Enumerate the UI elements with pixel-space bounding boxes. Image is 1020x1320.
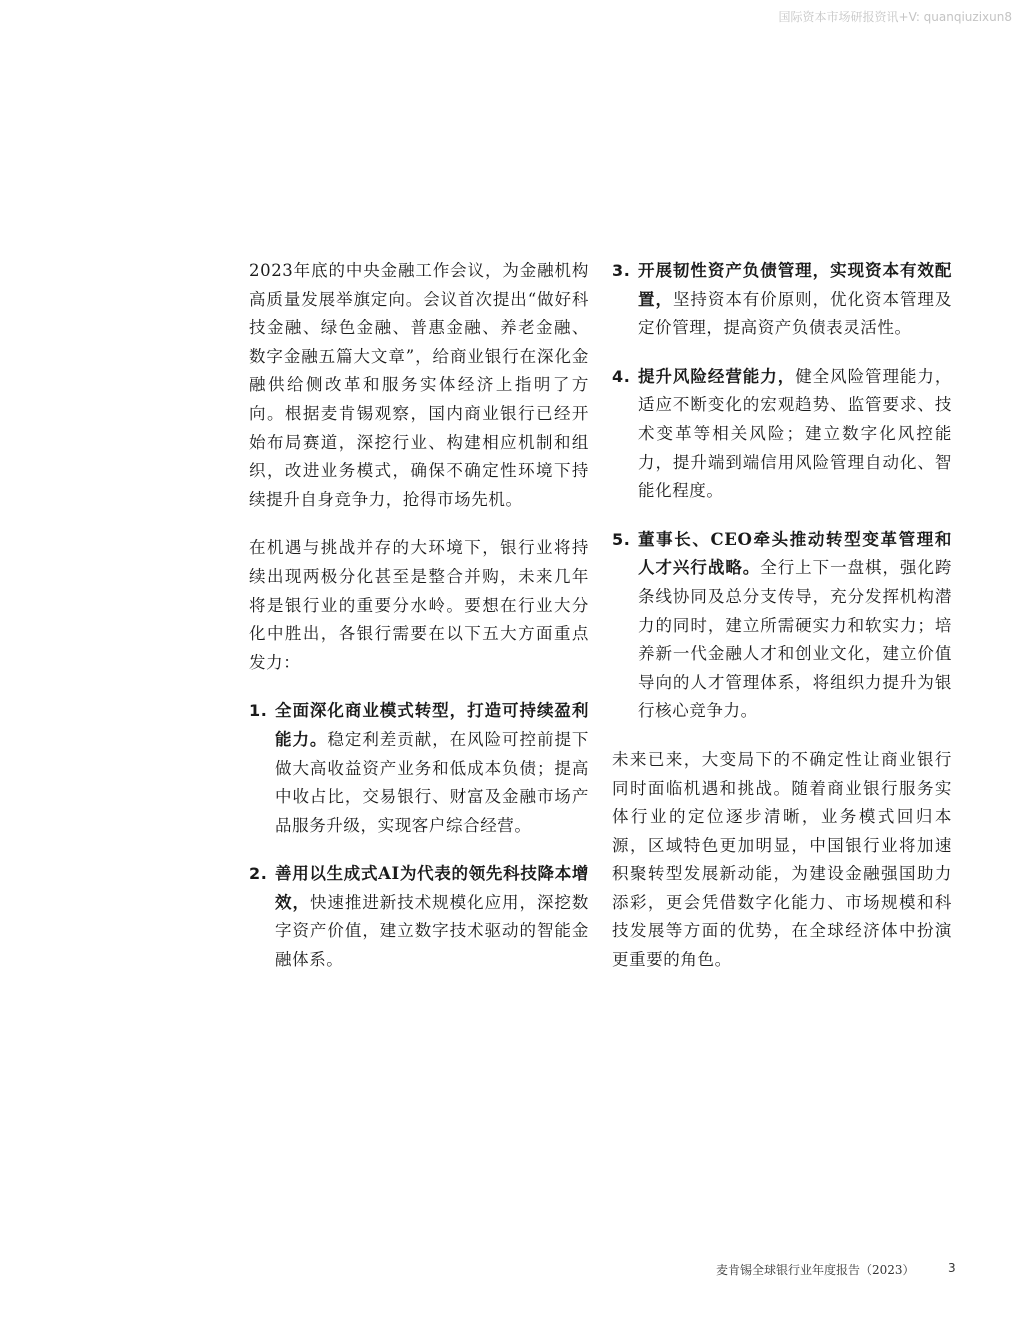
item-number: 3. <box>612 261 631 280</box>
item-body: 快速推进新技术规模化应用，深挖数字资产价值，建立数字技术驱动的智能金融体系。 <box>275 892 589 970</box>
item-lead: 善用以生成式AI为代表的领先科技降本增效， <box>275 864 589 912</box>
item-body: 全行上下一盘棋，强化跨条线协同及总分支传导，充分发挥机构潜力的同时，建立所需硬实力和软实力；培养新一代金融人才和创业文化，建立价值导向的人才管理体系，将组织力提升为银行核心竞争力。 <box>638 558 952 721</box>
focus-item-4 <box>612 363 952 506</box>
item-text <box>275 860 589 974</box>
page-number: 3 <box>948 1261 956 1275</box>
item-body: 稳定利差贡献，在风险可控前提下做大高收益资产业务和低成本负债；提高中收占比，交易银行、财富及金融市场产品服务升级，实现客户综合经营。 <box>275 729 590 835</box>
item-text <box>638 363 952 506</box>
item-text <box>638 526 952 726</box>
watermark: 国际资本市场研报资讯+V: quanqiuzixun8 <box>778 10 1012 24</box>
focus-item-3 <box>612 257 952 343</box>
item-lead: 提升风险经营能力， <box>638 366 796 386</box>
focus-item-1 <box>249 697 589 840</box>
item-lead: 全面深化商业模式转型，打造可持续盈利能力。 <box>275 701 589 749</box>
intro-paragraph: 2023年底的中央金融工作会议，为金融机构高质量发展举旗定向。会议首次提出“做好科技金融、绿色金融、普惠金融、养老金融、数字金融五篇大文章”，给商业银行在深化金融供给侧改革和服务实体经济上指明了方向。根据麦肯锡观察，国内商业银行已经开始布局赛道，深挖行业、构建相应机制和组织，改进业务模式，确保不确定性环境下持续提升自身竞争力，抢得市场先机。 <box>249 261 589 509</box>
item-number: 4. <box>612 366 631 386</box>
challenge-paragraph: 在机遇与挑战并存的大环境下，银行业将持续出现两极分化甚至是整合并购，未来几年将是银行业的重要分水岭。要想在行业大分化中胜出，各银行需要在以下五大方面重点发力： <box>249 538 589 672</box>
item-text <box>638 257 952 343</box>
focus-item-5 <box>612 526 952 726</box>
item-lead: 董事长、CEO牵头推动转型变革管理和人才兴行战略。 <box>638 529 952 578</box>
item-number: 5. <box>612 529 631 549</box>
right-column <box>612 257 952 975</box>
item-number: 2. <box>249 864 268 884</box>
report-title: 麦肯锡全球银行业年度报告（2023） <box>716 1263 915 1277</box>
item-number: 1. <box>249 701 268 721</box>
item-body: 坚持资本有价原则，优化资本管理及定价管理，提高资产负债表灵活性。 <box>638 289 952 338</box>
closing-paragraph: 未来已来，大变局下的不确定性让商业银行同时面临机遇和挑战。随着商业银行服务实体行业的定位逐步清晰，业务模式回归本源，区域特色更加明显，中国银行业将加速积聚转型发展新动能，为建设金融强国助力添彩，更会凭借数字化能力、市场规模和科技发展等方面的优势，在全球经济体中扮演更重要的角色。 <box>612 749 952 970</box>
item-lead: 开展韧性资产负债管理，实现资本有效配置， <box>638 261 952 309</box>
page-footer <box>716 1261 956 1278</box>
item-body: 健全风险管理能力，适应不断变化的宏观趋势、监管要求、技术变革等相关风险；建立数字化风控能力，提升端到端信用风险管理自动化、智能化程度。 <box>638 366 952 501</box>
item-text <box>275 697 589 840</box>
left-column <box>249 257 589 975</box>
focus-item-2 <box>249 860 589 974</box>
